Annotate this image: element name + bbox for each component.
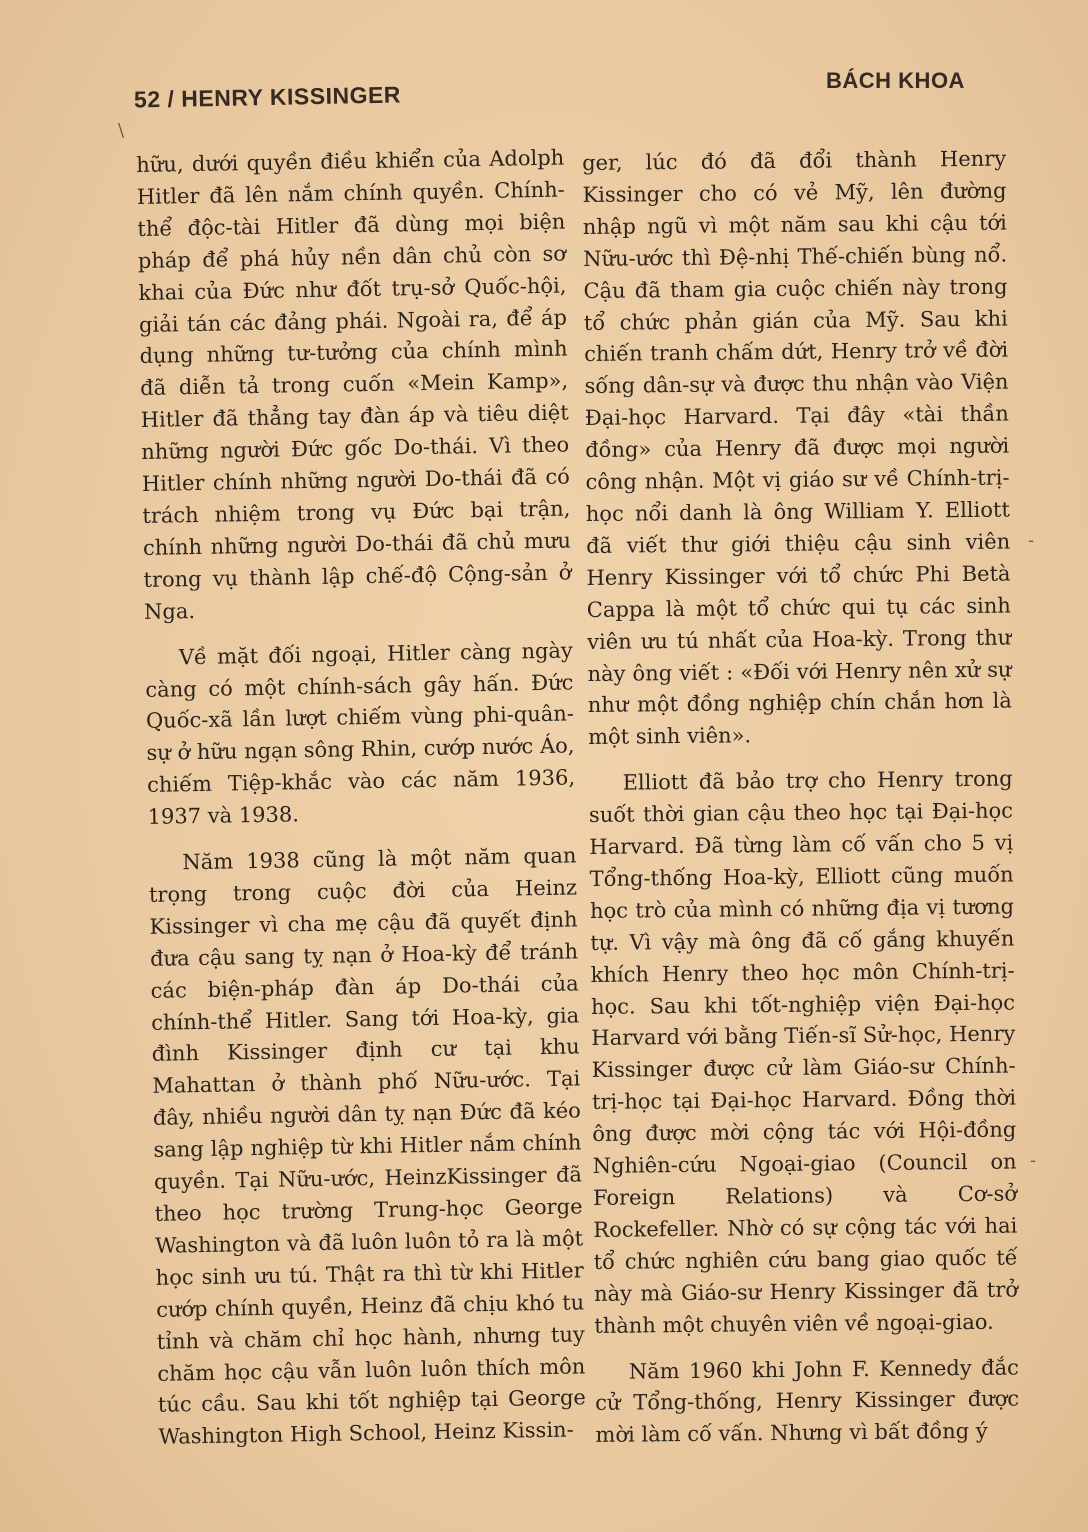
print-speck: - — [1028, 530, 1035, 551]
right-text-column — [582, 144, 1020, 1467]
paragraph: ger, lúc đó đã đổi thành Henry Kissinger cho có vẻ Mỹ, lên đường nhập ngũ vì một năm sau khi cậu tới Nữu-ước thì Đệ-nhị Thế-chiến bùng nổ. Cậu đã tham gia cuộc chiến này trong tổ chức phản gián của Mỹ. Sau khi chiến tranh chấm dứt, Henry trở về đời sống dân-sự và được thu nhận vào Viện Đại-học Harvard. Tại đây «tài thần đồng» của Henry đã được mọi người công nhận. Một vị giáo sư về Chính-trị-học nổi danh là ông William Y. Elliott đã viết thư giới thiệu cậu sinh viên Henry Kissinger với tổ chức Phi Betà Cappa là một tổ chức qui tụ các sinh viên ưu tú nhất của Hoa-kỳ. Trong thư này ông viết : «Đối với Henry nên xử sự như một đồng nghiệp chín chắn hơn là một sinh viên». — [582, 146, 1012, 750]
paragraph: Elliott đã bảo trợ cho Henry trong suốt thời gian cậu theo học tại Đại-học Harvard. Đã từng làm cố vấn cho 5 vị Tổng-thống Hoa-kỳ, Elliott cũng muốn học trò của mình có những địa vị tương tự. Vì vậy mà ông đã cố gắng khuyến khích Henry theo học môn Chính-trị-học. Sau khi tốt-nghiệp viện Đại-học Harvard với bằng Tiến-sĩ Sử-học, Henry Kissinger được cử làm Giáo-sư Chính-trị-học tại Đại-học Harvard. Đồng thời ông được mời cộng tác với Hội-đồng Nghiên-cứu Ngoại-giao (Council on Foreign Relations) và Cơ-sở Rockefeller. Nhờ có sự cộng tác với hai tổ chức nghiên cứu bang giao quốc tế này mà Giáo-sư Henry Kissinger đã trở thành một chuyên viên về ngoại-giao. — [588, 766, 1019, 1338]
running-header-page-title: 52 / HENRY KISSINGER — [133, 81, 402, 113]
print-speck: - — [1030, 1150, 1037, 1171]
print-speck: \ — [118, 120, 125, 141]
paragraph: Về mặt đối ngoại, Hitler càng ngày càng có một chính-sách gây hấn. Đức Quốc-xã lần lượt chiếm vùng phi-quân-sự ở hữu ngạn sông Rhin, cướp nước Áo, chiếm Tiệp-khắc vào các năm 1936, 1937 và 1938. — [145, 638, 576, 830]
paragraph: Năm 1960 khi John F. Kennedy đắc cử Tổng-thống, Henry Kissinger được mời làm cố vấn. Nhưng vì bất đồng ý — [595, 1355, 1020, 1448]
paragraph: Năm 1938 cũng là một năm quan trọng trong cuộc đời của Heinz Kissinger vì cha mẹ cậu đã quyết định đưa cậu sang tỵ nạn ở Hoa-kỳ để tránh các biện-pháp đàn áp Do-thái của chính-thể Hitler. Sang tới Hoa-kỳ, gia đình Kissinger định cư tại khu Mahattan ở thành phố Nữu-ước. Tại đây, nhiều người dân tỵ nạn Đức đã kéo sang lập nghiệp từ khi Hitler nắm chính quyền. Tại Nữu-ước, HeinzKissinger đã theo học trường Trung-học George Washington và đã luôn luôn tỏ ra là một học sinh ưu tú. Thật ra thì từ khi Hitler cướp chính quyền, Heinz đã chịu khó tu tỉnh và chăm chỉ học hành, nhưng tuy chăm học cậu vẫn luôn luôn thích môn túc cầu. Sau khi tốt nghiệp tại George Washington High School, Heinz Kissin- — [148, 843, 587, 1450]
magazine-name: BÁCH KHOA — [826, 68, 965, 93]
left-text-column — [136, 143, 587, 1469]
paragraph: hữu, dưới quyền điều khiển của Adolph Hitler đã lên nắm chính quyền. Chính-thể độc-tài Hitler đã dùng mọi biện pháp để phá hủy nền dân chủ còn sơ khai của Đức như đốt trụ-sở Quốc-hội, giải tán các đảng phái. Ngoài ra, để áp dụng những tư-tưởng của chính mình đã diễn tả trong cuốn «Mein Kamp», Hitler đã thẳng tay đàn áp và tiêu diệt những người Đức gốc Do-thái. Vì theo Hitler chính những người Do-thái đã có trách nhiệm trong vụ Đức bại trận, chính những người Do-thái đã chủ mưu trong vụ thành lập chế-độ Cộng-sản ở Nga. — [136, 145, 572, 624]
